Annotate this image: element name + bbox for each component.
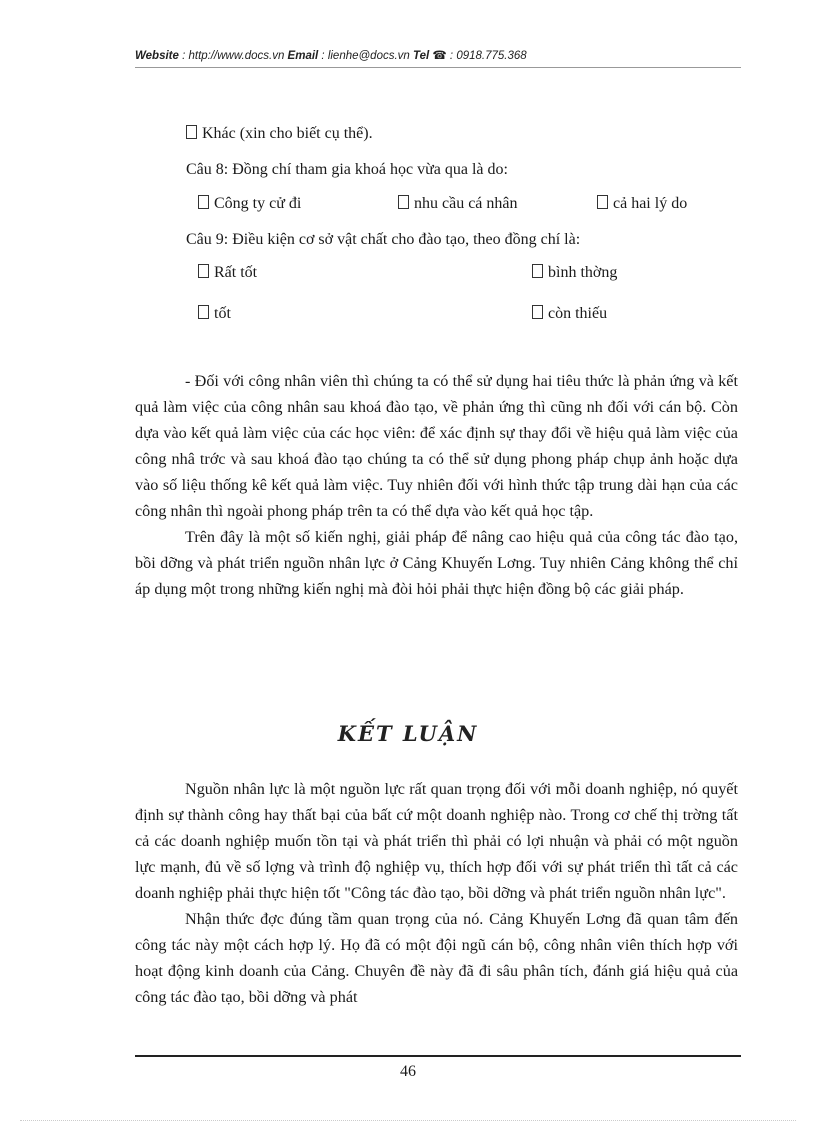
q8-option-2-label: nhu cầu cá nhân xyxy=(414,195,518,212)
q9-option-1 xyxy=(198,263,257,283)
q9-option-4-label: còn thiếu xyxy=(548,305,608,322)
question-8: Câu 8: Đồng chí tham gia khoá học vừa qua là do: xyxy=(186,161,508,178)
checkbox[interactable] xyxy=(597,195,608,209)
checkbox[interactable] xyxy=(198,305,209,319)
website-label: Website xyxy=(135,50,179,62)
page-edge-divider xyxy=(20,1120,796,1121)
q9-option-3-label: tốt xyxy=(214,305,231,322)
page-number: 46 xyxy=(400,1063,416,1080)
conclusion-title: KẾT LUẬN xyxy=(337,721,479,746)
checkbox[interactable] xyxy=(198,195,209,209)
q9-option-1-label: Rất tốt xyxy=(214,264,258,281)
q8-option-3-label: cả hai lý do xyxy=(613,195,688,212)
other-option xyxy=(186,124,373,144)
question-9: Câu 9: Điều kiện cơ sở vật chất cho đào tạo, theo đồng chí là: xyxy=(186,231,581,248)
email-value[interactable]: : lienhe@docs.vn xyxy=(318,50,414,62)
other-option-label: Khác (xin cho biết cụ thể). xyxy=(202,125,373,142)
footer-divider xyxy=(135,1055,741,1057)
q9-option-2-label: bình thờng xyxy=(548,264,618,281)
conclusion-paragraph: Nguồn nhân lực là một nguồn lực rất quan trọng đối với mỗi doanh nghiệp, nó quyết định sự thành công hay thất bại của bất cứ một doanh nghiệp nào. Trong cơ chế thị trờng tất cả các doanh nghiệp muốn tồn tại và phát triển thì phải có lợi nhuận và phải có một nguồn lực mạnh, đủ về số lợng và trình độ nghiệp vụ, thích hợp đối với sự phát triển thì tất cả các doanh nghiệp phải thực hiện tốt "Công tác đào tạo, bồi dỡng và phát triển nguồn nhân lực". xyxy=(135,780,738,902)
q8-option-3 xyxy=(597,194,687,214)
q8-option-1 xyxy=(198,194,301,214)
tel-label: Tel xyxy=(413,50,430,62)
header-divider xyxy=(135,67,741,68)
email-label: Email xyxy=(287,50,319,62)
q9-option-4 xyxy=(532,304,607,324)
checkbox[interactable] xyxy=(398,195,409,209)
body-paragraph: - Đối với công nhân viên thì chúng ta có thể sử dụng hai tiêu thức là phản ứng và kết quả làm việc của công nhân sau khoá đào tạo, về phản ứng thì cũng nh đối với cán bộ. Còn dựa vào kết quả làm việc của các học viên: để xác định sự thay đổi về hiệu quả làm việc của công nhâ trớc và sau khoá đào tạo chúng ta có thể sử dụng phong pháp chụp ảnh hoặc dựa vào số liệu thống kê kết quả làm việc. Tuy nhiên đối với hình thức tập trung dài hạn của các công nhân thì ngoài phong pháp trên ta có thể dựa vào kết quả học tập. xyxy=(135,372,738,520)
body-paragraph: Trên đây là một số kiến nghị, giải pháp để nâng cao hiệu quả của công tác đào tạo, bồi dỡng và phát triển nguồn nhân lực ở Cảng Khuyến Lơng. Tuy nhiên Cảng không thể chỉ áp dụng một trong những kiến nghị mà đòi hỏi phải thực hiện đồng bộ các giải pháp. xyxy=(135,528,738,598)
checkbox[interactable] xyxy=(198,264,209,278)
q8-option-2 xyxy=(398,194,518,214)
q9-option-3 xyxy=(198,304,231,324)
body-section xyxy=(135,368,738,602)
checkbox[interactable] xyxy=(532,305,543,319)
conclusion-paragraph: Nhận thức đợc đúng tầm quan trọng của nó. Cảng Khuyến Lơng đã quan tâm đến công tác này một cách hợp lý. Họ đã có một đội ngũ cán bộ, công nhân viên thích hợp với hoạt động kinh doanh của Cảng. Chuyên đề này đã đi sâu phân tích, đánh giá hiệu quả của công tác đào tạo, bồi dỡng và phát xyxy=(135,910,738,1006)
checkbox[interactable] xyxy=(532,264,543,278)
tel-value: ☎ : 0918.775.368 xyxy=(429,50,527,62)
checkbox[interactable] xyxy=(186,125,197,139)
conclusion-section xyxy=(135,776,738,1010)
website-value[interactable]: : http://www.docs.vn xyxy=(178,50,288,62)
q8-option-1-label: Công ty cử đi xyxy=(214,195,302,212)
q9-option-2 xyxy=(532,263,617,283)
page-header xyxy=(135,48,741,68)
